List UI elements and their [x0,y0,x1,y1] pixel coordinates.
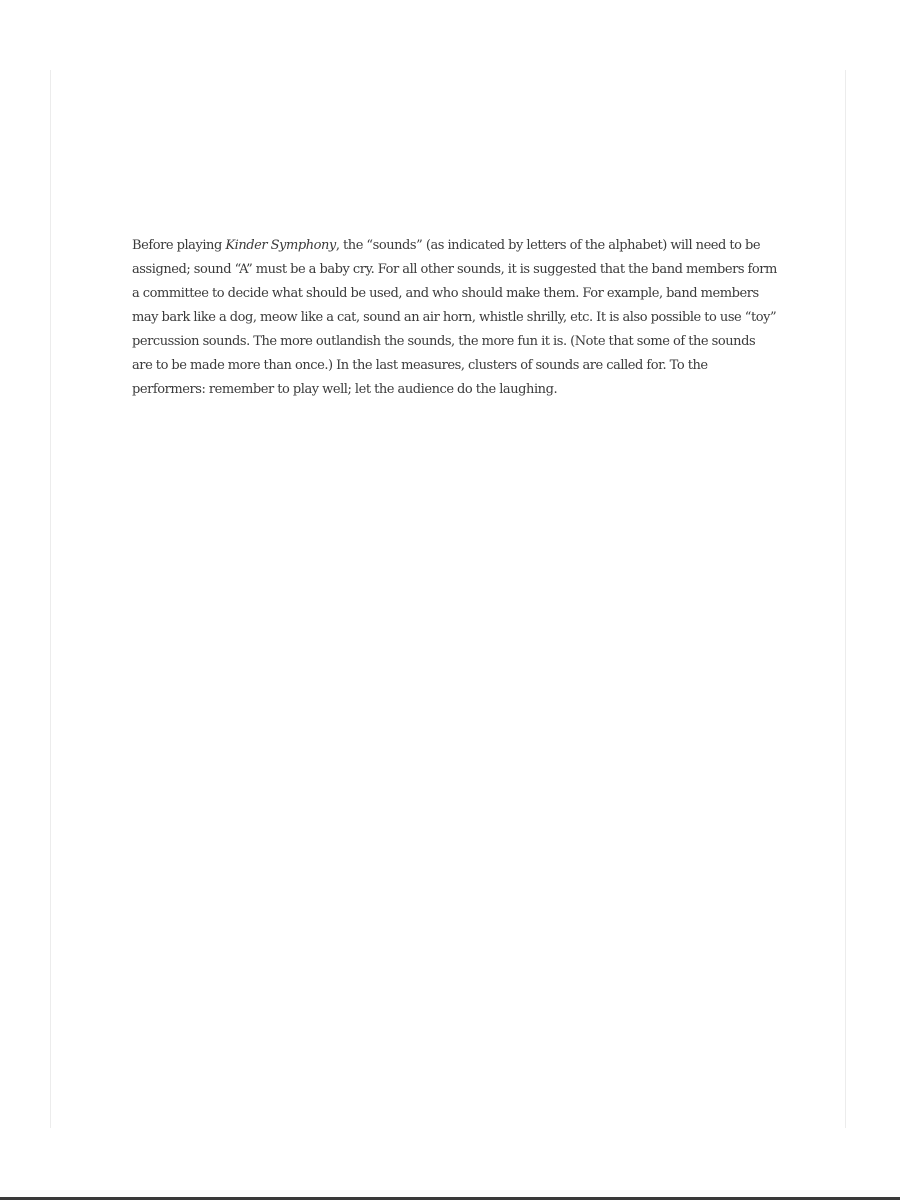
note-line-4: may bark like a dog, meow like a cat, sound an air horn, whistle shrilly, etc. It is also possible to use “toy” [132,310,777,325]
work-title: Kinder Symphony [225,238,336,253]
performance-note [132,234,777,402]
note-line-1-end: , the “sounds” (as indicated by letters of the alphabet) will need to be [335,238,761,253]
note-line-1 [132,234,772,258]
note-line-2: assigned; sound “A” must be a baby cry. For all other sounds, it is suggested that the band members form [132,262,777,277]
note-line-3: a committee to decide what should be used, and who should make them. For example, band members [132,286,759,301]
note-line-6: are to be made more than once.) In the last measures, clusters of sounds are called for. To the [132,358,708,373]
document-page [50,70,846,1128]
note-line-7: performers: remember to play well; let the audience do the laughing. [132,382,558,397]
note-line-5: percussion sounds. The more outlandish the sounds, the more fun it is. (Note that some of the sounds [132,334,756,349]
note-line-1-start: Before playing [132,238,226,253]
